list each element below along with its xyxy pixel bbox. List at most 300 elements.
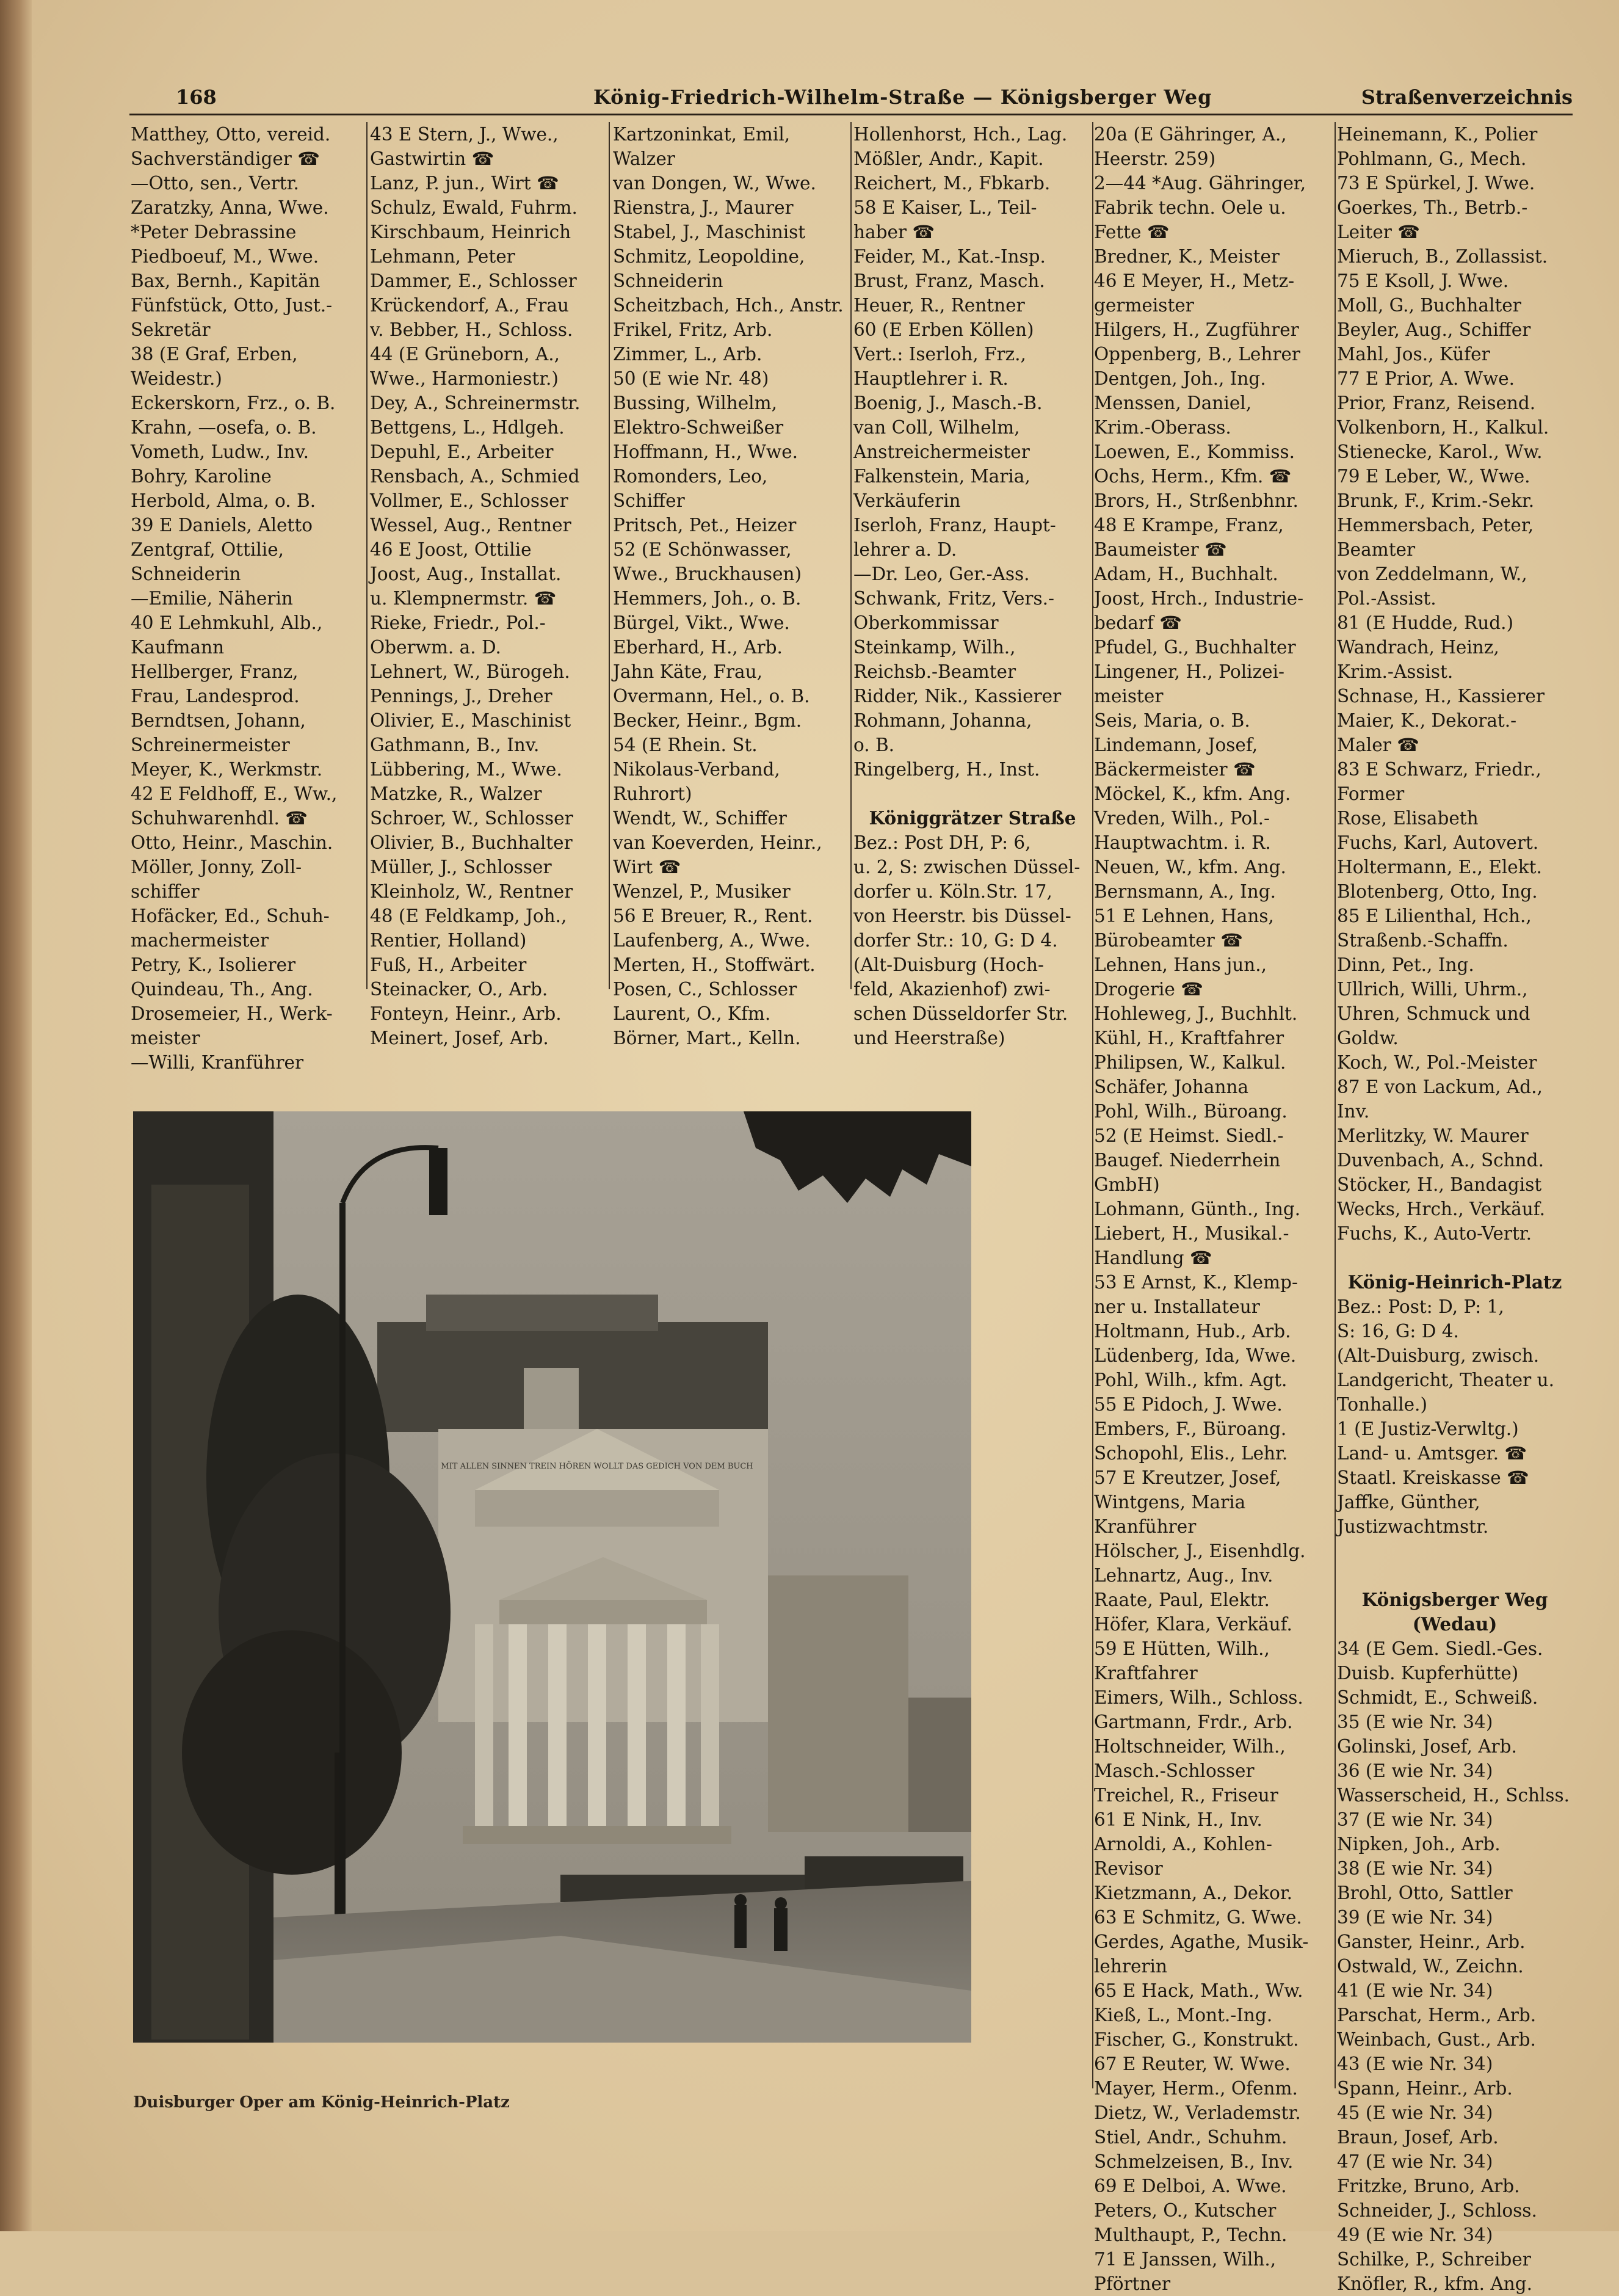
directory-entry: Oberwm. a. D. bbox=[370, 637, 501, 658]
directory-entry: Revisor bbox=[1094, 1858, 1163, 1879]
directory-entry: lehrer a. D. bbox=[853, 539, 957, 560]
directory-entry: Lüdenberg, Ida, Wwe. bbox=[1094, 1345, 1297, 1366]
directory-entry: 35 (E wie Nr. 34) bbox=[1337, 1712, 1493, 1732]
directory-entry: —Emilie, Näherin bbox=[131, 588, 293, 609]
directory-entry: Lehnert, W., Bürogeh. bbox=[370, 661, 570, 682]
directory-entry: Stöcker, H., Bandagist bbox=[1337, 1174, 1542, 1195]
directory-entry: Pförtner bbox=[1094, 2273, 1171, 2294]
directory-entry: machermeister bbox=[131, 930, 269, 951]
directory-entry: Schuhwarenhdl. ☎ bbox=[131, 808, 308, 829]
directory-entry: Jahn Käte, Frau, bbox=[613, 661, 763, 682]
directory-entry: Kühl, H., Kraftfahrer bbox=[1094, 1028, 1284, 1048]
directory-entry: Tonhalle.) bbox=[1337, 1394, 1427, 1415]
directory-entry: Heerstr. 259) bbox=[1094, 148, 1216, 169]
directory-entry: dorfer Str.: 10, G: D 4. bbox=[853, 930, 1058, 951]
directory-entry: van Koeverden, Heinr., bbox=[613, 832, 822, 853]
street-heading: Königgrätzer Straße bbox=[869, 807, 1076, 829]
directory-entry: Schwank, Fritz, Vers.- bbox=[853, 588, 1054, 609]
directory-entry: Schmidt, E., Schweiß. bbox=[1337, 1687, 1538, 1708]
directory-entry: Embers, F., Büroang. bbox=[1094, 1419, 1287, 1439]
directory-entry: germeister bbox=[1094, 295, 1194, 316]
directory-entry: Justizwachtmstr. bbox=[1337, 1516, 1489, 1537]
directory-entry: Adam, H., Buchhalt. bbox=[1094, 564, 1278, 584]
directory-entry: Lanz, P. jun., Wirt ☎ bbox=[370, 173, 559, 194]
directory-entry: Rieke, Friedr., Pol.- bbox=[370, 612, 546, 633]
directory-entry: Reichsb.-Beamter bbox=[853, 661, 1016, 682]
directory-entry: Golinski, Josef, Arb. bbox=[1337, 1736, 1517, 1757]
directory-entry: Wecks, Hrch., Verkäuf. bbox=[1337, 1199, 1546, 1219]
directory-entry: Wintgens, Maria bbox=[1094, 1492, 1246, 1513]
directory-entry: (Alt-Duisburg (Hoch- bbox=[853, 954, 1045, 975]
directory-entry: Kirschbaum, Heinrich bbox=[370, 222, 571, 242]
directory-entry: Bettgens, L., Hdlgeh. bbox=[370, 417, 565, 438]
directory-entry: 43 E Stern, J., Wwe., bbox=[370, 124, 559, 145]
directory-entry: 46 E Meyer, H., Metz- bbox=[1094, 271, 1295, 291]
directory-entry: u. 2, S: zwischen Düssel- bbox=[853, 857, 1081, 877]
directory-entry: 83 E Schwarz, Friedr., bbox=[1337, 759, 1541, 780]
directory-entry: Walzer bbox=[613, 148, 675, 169]
directory-entry: Brors, H., Strßenbhnr. bbox=[1094, 490, 1298, 511]
directory-entry: Masch.-Schlosser bbox=[1094, 1760, 1255, 1781]
street-heading: König-Heinrich-Platz bbox=[1347, 1271, 1562, 1293]
directory-entry: GmbH) bbox=[1094, 1174, 1160, 1195]
directory-entry: Blotenberg, Otto, Ing. bbox=[1337, 881, 1538, 902]
directory-entry: Kleinholz, W., Rentner bbox=[370, 881, 573, 902]
page-number: 168 bbox=[176, 85, 217, 109]
directory-entry: 55 E Pidoch, J. Wwe. bbox=[1094, 1394, 1283, 1415]
directory-entry: 57 E Kreutzer, Josef, bbox=[1094, 1467, 1281, 1488]
directory-entry: Falkenstein, Maria, bbox=[853, 466, 1030, 487]
directory-entry: Bernsmann, A., Ing. bbox=[1094, 881, 1277, 902]
directory-entry: von Zeddelmann, W., bbox=[1337, 564, 1527, 584]
directory-entry: 60 (E Erben Köllen) bbox=[853, 319, 1034, 340]
directory-entry: Zaratzky, Anna, Wwe. bbox=[131, 197, 329, 218]
directory-entry: Eimers, Wilh., Schloss. bbox=[1094, 1687, 1303, 1708]
column-divider bbox=[1335, 122, 1336, 2088]
page-header bbox=[129, 85, 1573, 112]
directory-entry: Wenzel, P., Musiker bbox=[613, 881, 791, 902]
directory-entry: Holtmann, Hub., Arb. bbox=[1094, 1321, 1291, 1342]
directory-entry: Prior, Franz, Reisend. bbox=[1337, 393, 1536, 413]
photo-caption: Duisburger Oper am König-Heinrich-Platz bbox=[133, 2093, 510, 2112]
directory-entry: Hemmers, Joh., o. B. bbox=[613, 588, 802, 609]
directory-entry: Schiffer bbox=[613, 490, 685, 511]
directory-entry: feld, Akazienhof) zwi- bbox=[853, 979, 1051, 1000]
section-title: Straßenverzeichnis bbox=[1361, 85, 1573, 109]
directory-entry: Straßenb.-Schaffn. bbox=[1337, 930, 1509, 951]
directory-entry: Baumeister ☎ bbox=[1094, 539, 1227, 560]
directory-entry: u. Klempnermstr. ☎ bbox=[370, 588, 557, 609]
directory-entry: Wandrach, Heinz, bbox=[1337, 637, 1499, 658]
directory-entry: Feider, M., Kat.-Insp. bbox=[853, 246, 1046, 267]
directory-entry: Krim.-Assist. bbox=[1337, 661, 1454, 682]
directory-entry: meister bbox=[131, 1028, 200, 1048]
opera-house-illustration bbox=[133, 1111, 971, 2043]
directory-entry: Rensbach, A., Schmied bbox=[370, 466, 580, 487]
directory-entry: —Dr. Leo, Ger.-Ass. bbox=[853, 564, 1030, 584]
directory-entry: Lingener, H., Polizei- bbox=[1094, 661, 1284, 682]
directory-entry: 36 (E wie Nr. 34) bbox=[1337, 1760, 1493, 1781]
directory-entry: Schilke, P., Schreiber bbox=[1337, 2249, 1531, 2270]
directory-entry: 38 (E wie Nr. 34) bbox=[1337, 1858, 1493, 1879]
directory-entry: 61 E Nink, H., Inv. bbox=[1094, 1809, 1262, 1830]
directory-entry: van Dongen, W., Wwe. bbox=[613, 173, 816, 194]
directory-entry: Krückendorf, A., Frau bbox=[370, 295, 569, 316]
directory-entry: Hauptlehrer i. R. bbox=[853, 368, 1009, 389]
directory-entry: Dinn, Pet., Ing. bbox=[1337, 954, 1474, 975]
directory-entry: Dietz, W., Verlademstr. bbox=[1094, 2102, 1301, 2123]
directory-entry: ner u. Installateur bbox=[1094, 1296, 1260, 1317]
directory-entry: von Heerstr. bis Düssel- bbox=[853, 906, 1071, 926]
directory-entry: Maier, K., Dekorat.- bbox=[1337, 710, 1517, 731]
directory-entry: Schmelzeisen, B., Inv. bbox=[1094, 2151, 1294, 2172]
directory-entry: Beyler, Aug., Schiffer bbox=[1337, 319, 1531, 340]
directory-entry: 54 (E Rhein. St. bbox=[613, 735, 758, 755]
directory-entry: Merten, H., Stoffwärt. bbox=[613, 954, 816, 975]
directory-entry: 49 (E wie Nr. 34) bbox=[1337, 2225, 1493, 2245]
directory-entry: Heuer, R., Rentner bbox=[853, 295, 1025, 316]
directory-entry: 63 E Schmitz, G. Wwe. bbox=[1094, 1907, 1302, 1928]
directory-entry: Braun, Josef, Arb. bbox=[1337, 2127, 1499, 2148]
directory-entry: dorfer u. Köln.Str. 17, bbox=[853, 881, 1052, 902]
directory-entry: 59 E Hütten, Wilh., bbox=[1094, 1638, 1270, 1659]
directory-entry: Mößler, Andr., Kapit. bbox=[853, 148, 1044, 169]
directory-entry: 48 E Krampe, Franz, bbox=[1094, 515, 1284, 536]
directory-entry: Lübbering, M., Wwe. bbox=[370, 759, 562, 780]
directory-entry: 52 (E Schönwasser, bbox=[613, 539, 792, 560]
directory-entry: Fonteyn, Heinr., Arb. bbox=[370, 1003, 562, 1024]
directory-entry: Kranführer bbox=[1094, 1516, 1197, 1537]
header-rule bbox=[129, 114, 1573, 115]
directory-entry: Fabrik techn. Oele u. bbox=[1094, 197, 1286, 218]
directory-entry: Möller, Jonny, Zoll- bbox=[131, 857, 302, 877]
directory-entry: Seis, Maria, o. B. bbox=[1094, 710, 1250, 731]
directory-entry: Bäckermeister ☎ bbox=[1094, 759, 1256, 780]
directory-entry: 46 E Joost, Ottilie bbox=[370, 539, 532, 560]
directory-entry: Zimmer, L., Arb. bbox=[613, 344, 762, 365]
directory-entry: Piedboeuf, M., Wwe. bbox=[131, 246, 319, 267]
directory-entry: Vollmer, E., Schlosser bbox=[370, 490, 568, 511]
directory-entry: Vometh, Ludw., Inv. bbox=[131, 441, 309, 462]
directory-entry: Stiel, Andr., Schuhm. bbox=[1094, 2127, 1288, 2148]
directory-entry: Scheitzbach, Hch., Anstr. bbox=[613, 295, 844, 316]
directory-entry: van Coll, Wilhelm, bbox=[853, 417, 1020, 438]
directory-column-1 bbox=[131, 122, 360, 1073]
column-divider bbox=[609, 122, 610, 989]
directory-entry: *Peter Debrassine bbox=[131, 222, 297, 242]
directory-entry: Wasserscheid, H., Schlss. bbox=[1337, 1785, 1570, 1806]
directory-entry: Koch, W., Pol.-Meister bbox=[1337, 1052, 1537, 1073]
directory-entry: meister bbox=[1094, 686, 1164, 707]
directory-entry: Kaufmann bbox=[131, 637, 225, 658]
directory-entry: Fuchs, Karl, Autovert. bbox=[1337, 832, 1539, 853]
directory-entry: Ostwald, W., Zeichn. bbox=[1337, 1956, 1524, 1977]
directory-entry: Wessel, Aug., Rentner bbox=[370, 515, 571, 536]
directory-entry: Peters, O., Kutscher bbox=[1094, 2200, 1277, 2221]
directory-entry: Höfer, Klara, Verkäuf. bbox=[1094, 1614, 1292, 1635]
directory-entry: 67 E Reuter, W. Wwe. bbox=[1094, 2054, 1291, 2074]
directory-entry: Merlitzky, W. Maurer bbox=[1337, 1125, 1529, 1146]
directory-entry: Heinemann, K., Polier bbox=[1337, 124, 1538, 145]
frieze-inscription: MIT ALLEN SINNEN TREIN HÖREN WOLLT DAS GEDICH VON DEM BUCH bbox=[441, 1462, 753, 1471]
directory-entry: Gartmann, Frdr., Arb. bbox=[1094, 1712, 1293, 1732]
directory-entry: 39 E Daniels, Aletto bbox=[131, 515, 313, 536]
directory-entry: Land- u. Amtsger. ☎ bbox=[1337, 1443, 1527, 1464]
directory-entry: Fette ☎ bbox=[1094, 222, 1170, 242]
directory-entry: Berndtsen, Johann, bbox=[131, 710, 306, 731]
directory-entry: Laufenberg, A., Wwe. bbox=[613, 930, 811, 951]
directory-entry: 42 E Feldhoff, E., Ww., bbox=[131, 783, 338, 804]
directory-entry: Joost, Hrch., Industrie- bbox=[1094, 588, 1304, 609]
directory-entry: Oberkommissar bbox=[853, 612, 999, 633]
directory-entry: Laurent, O., Kfm. bbox=[613, 1003, 771, 1024]
spacer bbox=[1337, 1246, 1573, 1270]
directory-entry: Mayer, Herm., Ofenm. bbox=[1094, 2078, 1298, 2099]
directory-entry: Menssen, Daniel, bbox=[1094, 393, 1252, 413]
directory-entry: Bax, Bernh., Kapitän bbox=[131, 271, 321, 291]
directory-entry: Duvenbach, A., Schnd. bbox=[1337, 1150, 1544, 1171]
directory-entry: Börner, Mart., Kelln. bbox=[613, 1028, 801, 1048]
directory-entry: 2—44 *Aug. Gähringer, bbox=[1094, 173, 1306, 194]
directory-entry: Hemmersbach, Peter, bbox=[1337, 515, 1534, 536]
directory-entry: 77 E Prior, A. Wwe. bbox=[1337, 368, 1515, 389]
directory-entry: Frau, Landesprod. bbox=[131, 686, 300, 707]
directory-entry: 43 (E wie Nr. 34) bbox=[1337, 2054, 1493, 2074]
spacer bbox=[853, 782, 1092, 806]
street-heading: Königsberger Weg bbox=[1361, 1589, 1548, 1610]
directory-entry: Rentier, Holland) bbox=[370, 930, 527, 951]
directory-entry: haber ☎ bbox=[853, 222, 935, 242]
directory-entry: Schneider, J., Schloss. bbox=[1337, 2200, 1537, 2221]
directory-entry: Pohl, Wilh., kfm. Agt. bbox=[1094, 1370, 1288, 1390]
directory-entry: Hauptwachtm. i. R. bbox=[1094, 832, 1271, 853]
directory-entry: 1 (E Justiz-Verwltg.) bbox=[1337, 1419, 1519, 1439]
directory-entry: Hohleweg, J., Buchhlt. bbox=[1094, 1003, 1298, 1024]
directory-entry: Pfudel, G., Buchhalter bbox=[1094, 637, 1296, 658]
directory-entry: Schmitz, Leopoldine, bbox=[613, 246, 805, 267]
directory-entry: 45 (E wie Nr. 34) bbox=[1337, 2102, 1493, 2123]
directory-entry: Baugef. Niederrhein bbox=[1094, 1150, 1281, 1171]
directory-entry: Schäfer, Johanna bbox=[1094, 1077, 1249, 1097]
directory-entry: Stienecke, Karol., Ww. bbox=[1337, 441, 1543, 462]
directory-entry: Holtschneider, Wilh., bbox=[1094, 1736, 1286, 1757]
directory-entry: Fischer, G., Konstrukt. bbox=[1094, 2029, 1299, 2050]
directory-entry: Lindemann, Josef, bbox=[1094, 735, 1258, 755]
directory-entry: Steinacker, O., Arb. bbox=[370, 979, 548, 1000]
directory-entry: 34 (E Gem. Siedl.-Ges. bbox=[1337, 1638, 1543, 1659]
directory-entry: Fritzke, Bruno, Arb. bbox=[1337, 2176, 1520, 2196]
directory-entry: Lehnen, Hans jun., bbox=[1094, 954, 1267, 975]
directory-entry: Stabel, J., Maschinist bbox=[613, 222, 806, 242]
directory-entry: Elektro-Schweißer bbox=[613, 417, 784, 438]
directory-entry: —Willi, Kranführer bbox=[131, 1052, 304, 1073]
directory-entry: Posen, C., Schlosser bbox=[613, 979, 797, 1000]
directory-entry: Reichert, M., Fbkarb. bbox=[853, 173, 1051, 194]
directory-entry: Ganster, Heinr., Arb. bbox=[1337, 1931, 1526, 1952]
directory-entry: Jaffke, Günther, bbox=[1337, 1492, 1480, 1513]
directory-entry: Wendt, W., Schiffer bbox=[613, 808, 787, 829]
directory-entry: Kartzoninkat, Emil, bbox=[613, 124, 791, 145]
directory-entry: 85 E Lilienthal, Hch., bbox=[1337, 906, 1532, 926]
directory-entry: Holtermann, E., Elekt. bbox=[1337, 857, 1542, 877]
directory-entry: Matthey, Otto, vereid. bbox=[131, 124, 331, 145]
directory-entry: Schroer, W., Schlosser bbox=[370, 808, 573, 829]
directory-entry: Parschat, Herm., Arb. bbox=[1337, 2005, 1537, 2025]
directory-column-6 bbox=[1337, 122, 1573, 2294]
directory-entry: Ringelberg, H., Inst. bbox=[853, 759, 1040, 780]
directory-entry: Weinbach, Gust., Arb. bbox=[1337, 2029, 1536, 2050]
directory-entry: Rose, Elisabeth bbox=[1337, 808, 1479, 829]
directory-entry: Lehmann, Peter bbox=[370, 246, 515, 267]
directory-entry: Uhren, Schmuck und bbox=[1337, 1003, 1530, 1024]
directory-entry: Gastwirtin ☎ bbox=[370, 148, 494, 169]
directory-entry: Handlung ☎ bbox=[1094, 1248, 1212, 1268]
directory-entry: Bürgel, Vikt., Wwe. bbox=[613, 612, 790, 633]
directory-entry: Hollenhorst, Hch., Lag. bbox=[853, 124, 1068, 145]
directory-entry: Pritsch, Pet., Heizer bbox=[613, 515, 797, 536]
directory-entry: Bürobeamter ☎ bbox=[1094, 930, 1243, 951]
directory-entry: Drogerie ☎ bbox=[1094, 979, 1203, 1000]
directory-entry: Knöfler, R., kfm. Ang. bbox=[1337, 2273, 1532, 2294]
page-title: König-Friedrich-Wilhelm-Straße — Königsberger Weg bbox=[593, 85, 1212, 109]
directory-entry: 40 E Lehmkuhl, Alb., bbox=[131, 612, 323, 633]
directory-entry: Lohmann, Günth., Ing. bbox=[1094, 1199, 1301, 1219]
directory-entry: und Heerstraße) bbox=[853, 1028, 1005, 1048]
directory-entry: Hilgers, H., Zugführer bbox=[1094, 319, 1299, 340]
directory-entry: Müller, J., Schlosser bbox=[370, 857, 552, 877]
directory-entry: Kietzmann, A., Dekor. bbox=[1094, 1883, 1293, 1903]
directory-entry: 69 E Delboi, A. Wwe. bbox=[1094, 2176, 1287, 2196]
directory-entry: Loewen, E., Kommiss. bbox=[1094, 441, 1295, 462]
directory-entry: Olivier, E., Maschinist bbox=[370, 710, 571, 731]
directory-entry: Spann, Heinr., Arb. bbox=[1337, 2078, 1513, 2099]
directory-entry: Wwe., Harmoniestr.) bbox=[370, 368, 559, 389]
directory-entry: Iserloh, Franz, Haupt- bbox=[853, 515, 1056, 536]
directory-entry: Former bbox=[1337, 783, 1405, 804]
directory-entry: Petry, K., Isolierer bbox=[131, 954, 296, 975]
directory-entry: Mahl, Jos., Küfer bbox=[1337, 344, 1490, 365]
column-divider bbox=[366, 122, 368, 989]
directory-entry: Wwe., Bruckhausen) bbox=[613, 564, 802, 584]
directory-column-2 bbox=[370, 122, 606, 1048]
directory-entry: 79 E Leber, W., Wwe. bbox=[1337, 466, 1530, 487]
directory-entry: Vert.: Iserloh, Frz., bbox=[853, 344, 1026, 365]
directory-entry: Weidestr.) bbox=[131, 368, 222, 389]
directory-entry: Zentgraf, Ottilie, bbox=[131, 539, 284, 560]
directory-entry: Staatl. Kreiskasse ☎ bbox=[1337, 1467, 1529, 1488]
directory-entry: Becker, Heinr., Bgm. bbox=[613, 710, 802, 731]
directory-entry: Ruhrort) bbox=[613, 783, 692, 804]
directory-entry: o. B. bbox=[853, 735, 895, 755]
directory-column-4 bbox=[853, 122, 1092, 1048]
directory-entry: Liebert, H., Musikal.- bbox=[1094, 1223, 1289, 1244]
directory-entry: Brohl, Otto, Sattler bbox=[1337, 1883, 1513, 1903]
directory-entry: Meyer, K., Werkmstr. bbox=[131, 759, 323, 780]
directory-entry: Pohl, Wilh., Büroang. bbox=[1094, 1101, 1288, 1122]
directory-entry: Bez.: Post: D, P: 1, bbox=[1337, 1296, 1504, 1317]
directory-entry: Bohry, Karoline bbox=[131, 466, 272, 487]
directory-entry: Eberhard, H., Arb. bbox=[613, 637, 783, 658]
directory-entry: 75 E Ksoll, J. Wwe. bbox=[1337, 271, 1509, 291]
directory-entry: Ullrich, Willi, Uhrm., bbox=[1337, 979, 1528, 1000]
directory-entry: (Alt-Duisburg, zwisch. bbox=[1337, 1345, 1540, 1366]
directory-entry: Eckerskorn, Frz., o. B. bbox=[131, 393, 336, 413]
spacer bbox=[1337, 1539, 1573, 1563]
opera-house-photo bbox=[133, 1111, 971, 2043]
directory-entry: Pennings, J., Dreher bbox=[370, 686, 552, 707]
directory-entry: Inv. bbox=[1337, 1101, 1370, 1122]
directory-entry: Sachverständiger ☎ bbox=[131, 148, 321, 169]
directory-entry: Ridder, Nik., Kassierer bbox=[853, 686, 1062, 707]
directory-entry: Meinert, Josef, Arb. bbox=[370, 1028, 549, 1048]
directory-entry: lehrerin bbox=[1094, 1956, 1167, 1977]
directory-entry: Schreinermeister bbox=[131, 735, 290, 755]
directory-entry: Dentgen, Joh., Ing. bbox=[1094, 368, 1266, 389]
directory-entry: Overmann, Hel., o. B. bbox=[613, 686, 810, 707]
directory-entry: Rohmann, Johanna, bbox=[853, 710, 1032, 731]
directory-entry: Arnoldi, A., Kohlen- bbox=[1094, 1834, 1272, 1855]
directory-entry: Krahn, —osefa, o. B. bbox=[131, 417, 317, 438]
directory-entry: Fuß, H., Arbeiter bbox=[370, 954, 527, 975]
directory-entry: 47 (E wie Nr. 34) bbox=[1337, 2151, 1493, 2172]
directory-entry: Moll, G., Buchhalter bbox=[1337, 295, 1521, 316]
directory-entry: Hölscher, J., Eisenhdlg. bbox=[1094, 1541, 1306, 1561]
directory-entry: 48 (E Feldkamp, Joh., bbox=[370, 906, 567, 926]
directory-entry: Leiter ☎ bbox=[1337, 222, 1421, 242]
directory-entry: Romonders, Leo, bbox=[613, 466, 768, 487]
directory-entry: 37 (E wie Nr. 34) bbox=[1337, 1809, 1493, 1830]
directory-entry: Nipken, Joh., Arb. bbox=[1337, 1834, 1501, 1855]
directory-entry: Bredner, K., Meister bbox=[1094, 246, 1280, 267]
directory-entry: Raate, Paul, Elektr. bbox=[1094, 1589, 1270, 1610]
directory-entry: Möckel, K., kfm. Ang. bbox=[1094, 783, 1291, 804]
directory-entry: Mieruch, B., Zollassist. bbox=[1337, 246, 1548, 267]
directory-entry: 58 E Kaiser, L., Teil- bbox=[853, 197, 1037, 218]
directory-entry: 39 (E wie Nr. 34) bbox=[1337, 1907, 1493, 1928]
directory-entry: Verkäuferin bbox=[853, 490, 961, 511]
directory-entry: 41 (E wie Nr. 34) bbox=[1337, 1980, 1493, 2001]
directory-entry: Nikolaus-Verband, bbox=[613, 759, 780, 780]
directory-entry: Fuchs, K., Auto-Vertr. bbox=[1337, 1223, 1532, 1244]
spacer bbox=[1337, 1563, 1573, 1588]
directory-entry: Joost, Aug., Installat. bbox=[370, 564, 562, 584]
directory-entry: Anstreichermeister bbox=[853, 441, 1030, 462]
directory-entry: Hoffmann, H., Wwe. bbox=[613, 441, 799, 462]
directory-entry: 73 E Spürkel, J. Wwe. bbox=[1337, 173, 1535, 194]
directory-entry: 50 (E wie Nr. 48) bbox=[613, 368, 769, 389]
directory-entry: Schneiderin bbox=[613, 271, 723, 291]
directory-entry: Duisb. Kupferhütte) bbox=[1337, 1663, 1519, 1684]
directory-entry: schen Düsseldorfer Str. bbox=[853, 1003, 1068, 1024]
directory-entry: Dey, A., Schreinermstr. bbox=[370, 393, 581, 413]
column-divider bbox=[850, 122, 852, 989]
book-binding-edge bbox=[0, 0, 32, 2231]
directory-entry: Schopohl, Elis., Lehr. bbox=[1094, 1443, 1288, 1464]
directory-entry: Vreden, Wilh., Pol.- bbox=[1094, 808, 1270, 829]
directory-entry: Brust, Franz, Masch. bbox=[853, 271, 1045, 291]
directory-entry: v. Bebber, H., Schloss. bbox=[370, 319, 573, 340]
directory-entry: 81 (E Hudde, Rud.) bbox=[1337, 612, 1514, 633]
directory-entry: schiffer bbox=[131, 881, 200, 902]
directory-entry: Neuen, W., kfm. Ang. bbox=[1094, 857, 1286, 877]
directory-entry: 87 E von Lackum, Ad., bbox=[1337, 1077, 1543, 1097]
street-heading: (Wedau) bbox=[1412, 1613, 1498, 1635]
directory-entry: Maler ☎ bbox=[1337, 735, 1419, 755]
directory-entry: Frikel, Fritz, Arb. bbox=[613, 319, 773, 340]
directory-entry: Bussing, Wilhelm, bbox=[613, 393, 777, 413]
directory-column-3 bbox=[613, 122, 847, 1048]
directory-entry: Krim.-Oberass. bbox=[1094, 417, 1231, 438]
